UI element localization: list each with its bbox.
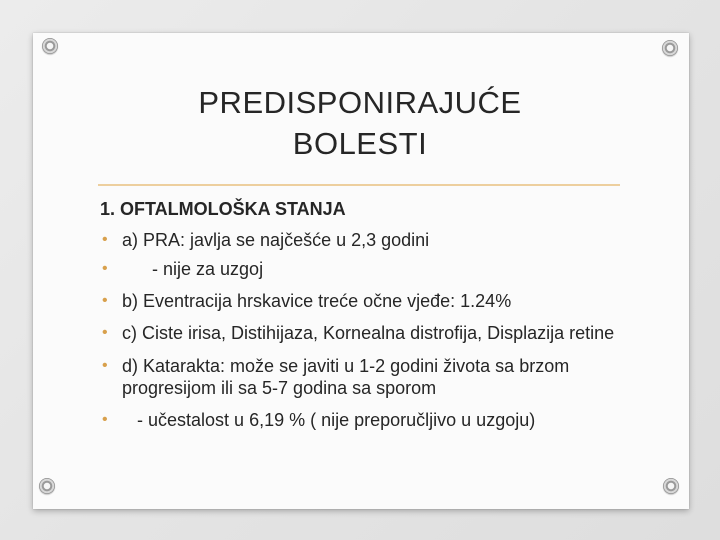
title-divider [98, 184, 620, 186]
list-item [100, 322, 640, 344]
list-item-text: - učestalost u 6,19 % ( nije preporučljivo u uzgoju) [122, 410, 536, 430]
bullet-icon: • [102, 231, 108, 248]
bullet-icon: • [102, 260, 108, 277]
bullet-icon: • [102, 324, 108, 341]
pin-icon [663, 478, 679, 494]
list-item [100, 229, 640, 251]
bullet-list [100, 229, 640, 431]
list-item-text: b) Eventracija hrskavice treće očne vjeđe: 1.24% [122, 291, 512, 311]
pin-icon [39, 478, 55, 494]
list-item [100, 258, 640, 280]
pin-icon [42, 38, 58, 54]
list-item [100, 409, 640, 431]
list-item-text: a) PRA: javlja se najčešće u 2,3 godini [122, 230, 430, 250]
list-item-text: d) Katarakta: može se javiti u 1-2 godini života sa brzom progresijom ili sa 5-7 godina sa sporom [122, 356, 570, 398]
list-item-text: - nije za uzgoj [122, 259, 264, 279]
slide-body [100, 196, 640, 431]
pin-icon [662, 40, 678, 56]
slide-title-line: BOLESTI [292, 126, 428, 161]
list-item [100, 355, 640, 399]
bullet-icon: • [102, 411, 108, 428]
bullet-icon: • [102, 357, 108, 374]
slide-title [100, 82, 620, 164]
bullet-icon: • [102, 292, 108, 309]
slide-title-line: PREDISPONIRAJUĆE [198, 85, 522, 120]
list-item [100, 290, 640, 312]
section-heading: 1. OFTALMOLOŠKA STANJA [100, 199, 346, 219]
list-item-text: c) Ciste irisa, Distihijaza, Kornealna distrofija, Displazija retine [122, 323, 615, 343]
